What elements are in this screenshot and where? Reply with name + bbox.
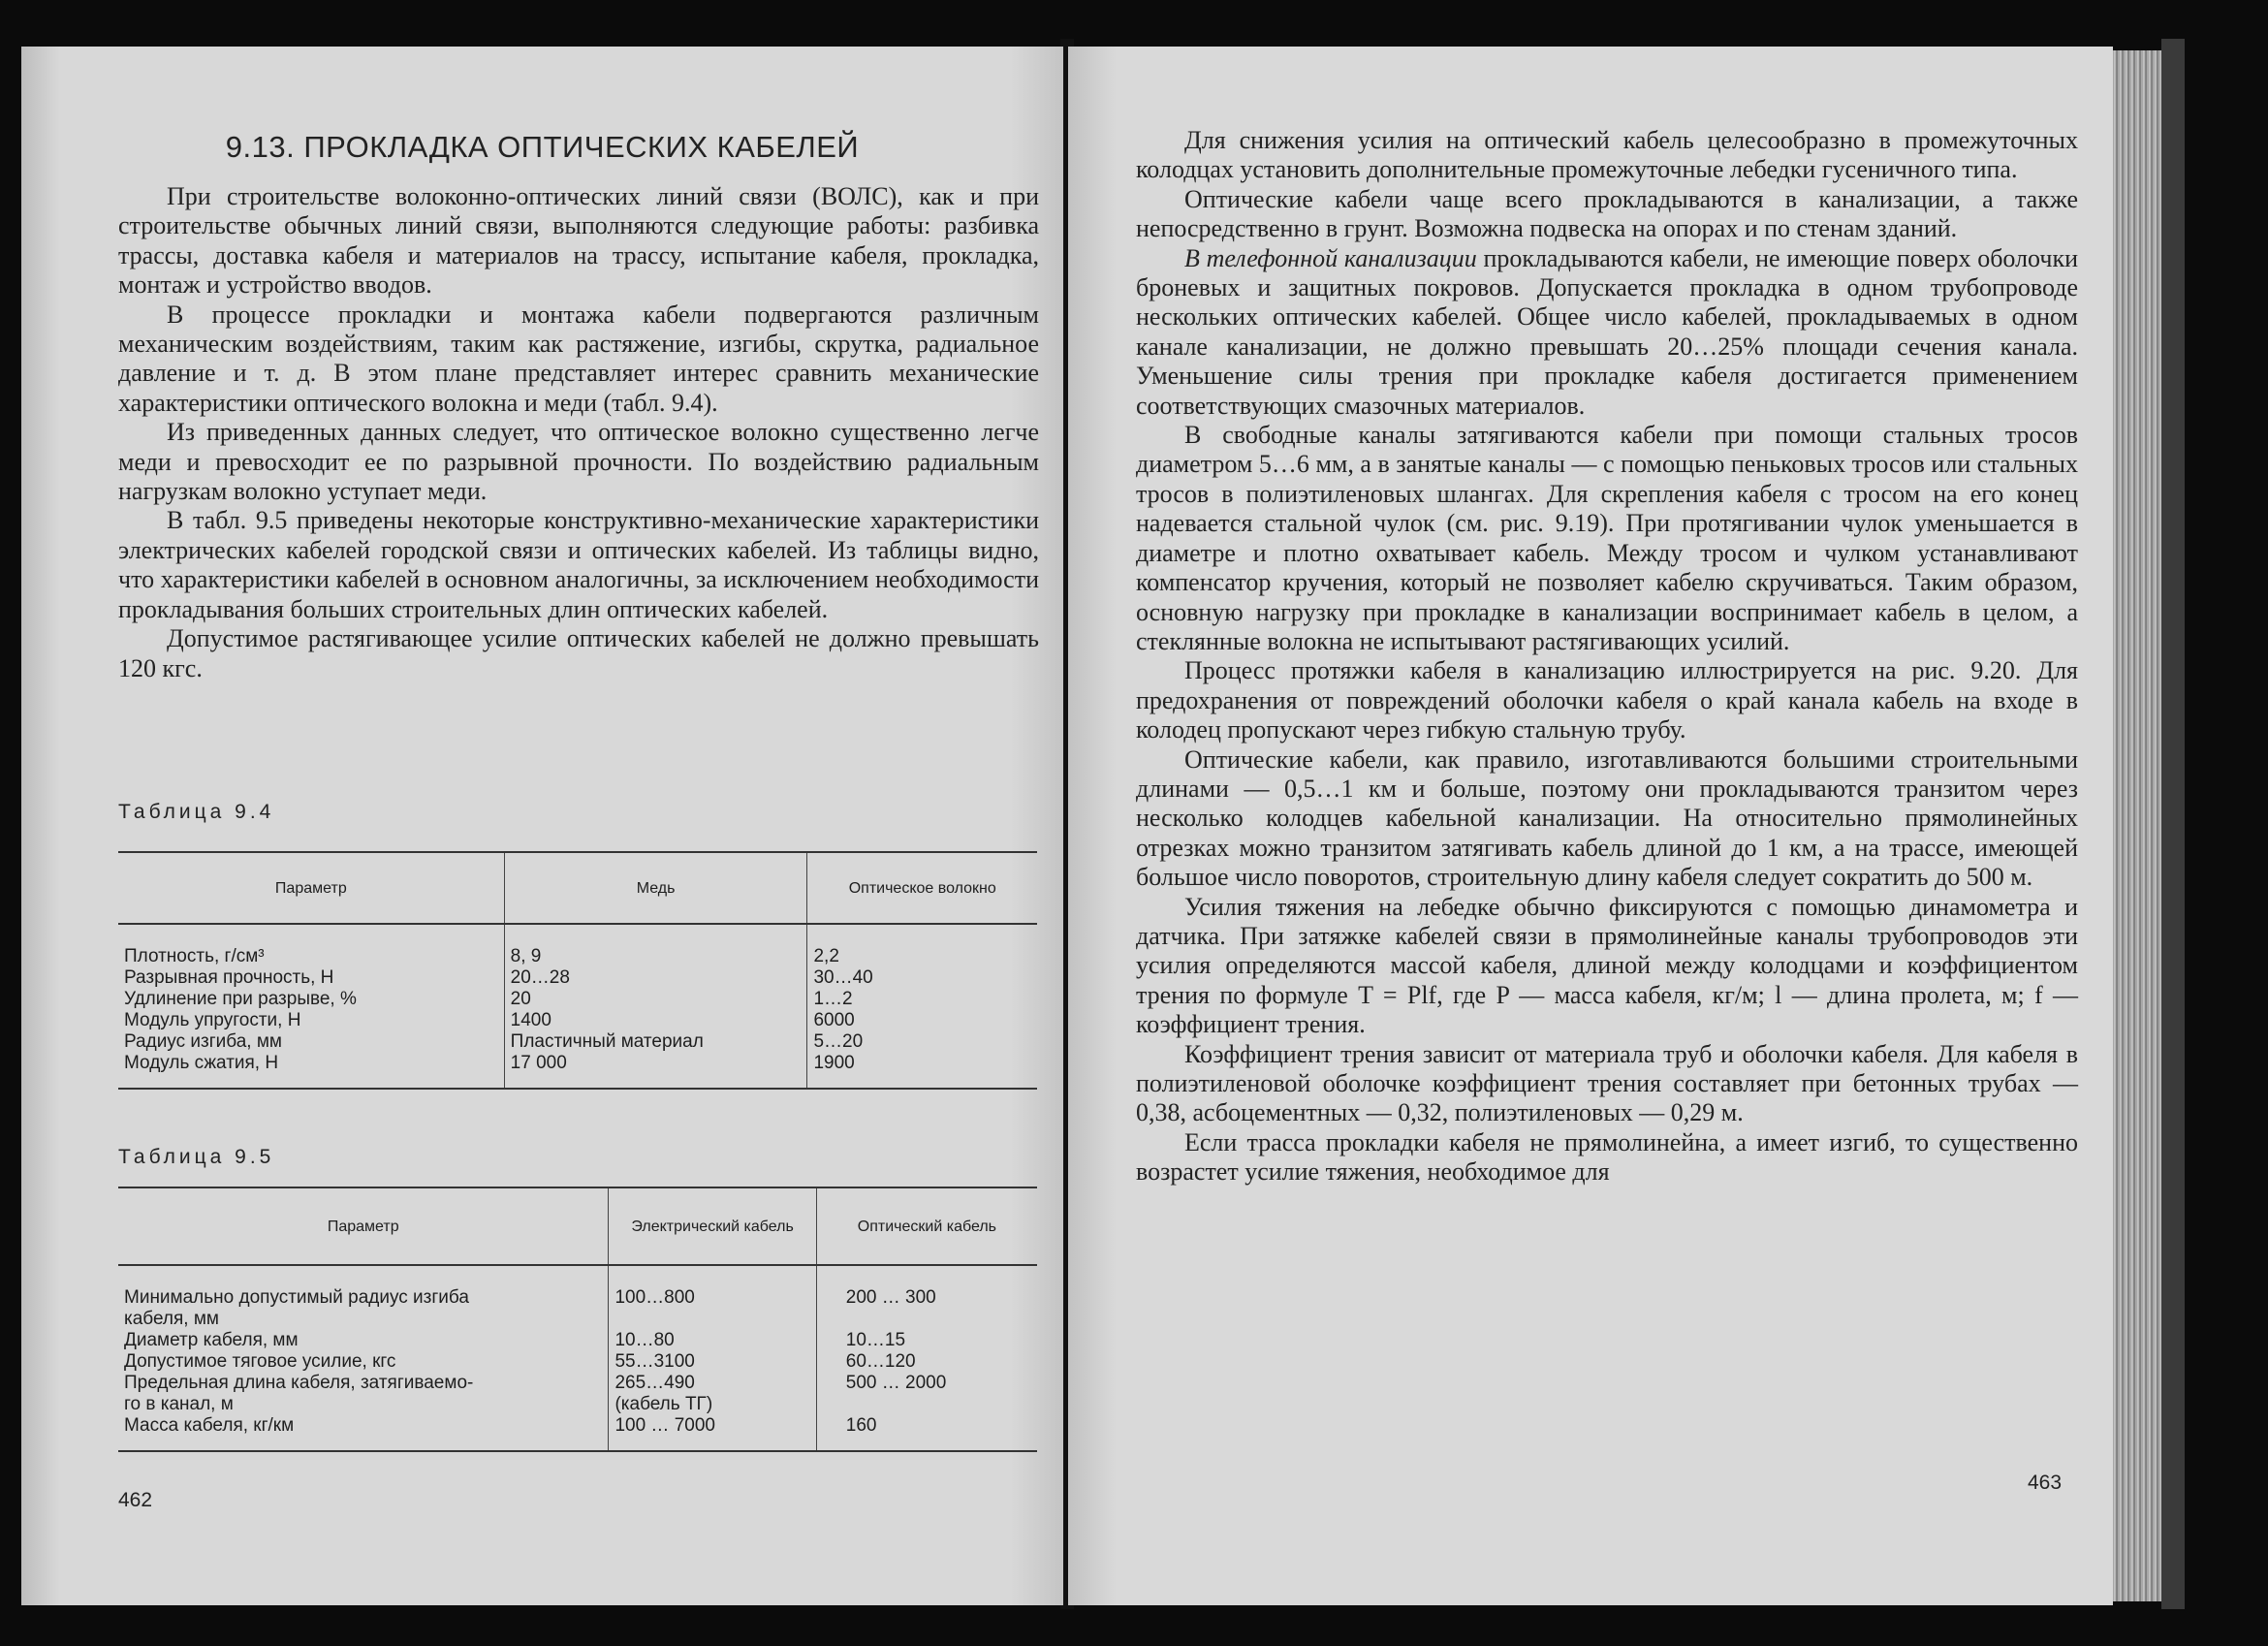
cell-line: кабеля, мм — [124, 1309, 219, 1329]
cell-line: Радиус изгиба, мм — [124, 1031, 282, 1052]
section-heading: 9.13. ПРОКЛАДКА ОПТИЧЕСКИХ КАБЕЛЕЙ — [225, 130, 860, 164]
cell-line: 10…15 — [845, 1330, 906, 1350]
cell-line: 20…28 — [510, 967, 570, 988]
cell-line: 2,2 — [813, 946, 839, 966]
paragraph: Процесс протяжки кабеля в канализацию иллюстрируется на рис. 9.20. Для предохранения от повреждений оболочки кабеля о край канала кабель на входе в колодец пропускают через гибкую стальную трубу. — [1136, 656, 2078, 744]
table-caption: Таблица 9.4 — [118, 801, 275, 823]
cell-line: 8, 9 — [510, 946, 542, 966]
cell-line: Удлинение при разрыве, % — [124, 989, 357, 1009]
paragraph: В табл. 9.5 приведены некоторые конструктивно-механические характеристики электрических кабелей городской связи и оптических кабелей. Из таблицы видно, что характеристики кабелей в основном аналогичны, за исключением необходимости прокладывания больших строительных длин оптических кабелей. — [118, 506, 1039, 623]
paragraph: В свободные каналы затягиваются кабели при помощи стальных тросов диаметром 5…6 мм, а в занятые каналы — с помощью пеньковых тросов или стальных тросов в полиэтиленовых шлангах. Для скрепления кабеля с тросом на его конец надевается стальной чулок (см. рис. 9.19). При протягивании чулок уменьшается в диаметре и плотно охватывает кабель. Между тросом и чулком устанавливают компенсатор кручения, который не позволяет кабелю скручиваться. Таким образом, основную нагрузку при прокладке в канализации воспринимает кабель в целом, а стеклянные волокна не испытывают растягивающих усилий. — [1136, 421, 2078, 655]
paragraph: Допустимое растягивающее усилие оптических кабелей не должно превышать 120 кгс. — [118, 624, 1039, 682]
cell-line: 1400 — [510, 1010, 551, 1030]
table-header: Оптическое волокно — [807, 852, 1037, 924]
cell-line: 200 … 300 — [845, 1287, 936, 1308]
right-page-text — [1136, 126, 2078, 1187]
cell-line: Диаметр кабеля, мм — [124, 1330, 299, 1350]
cell-line: 1900 — [813, 1053, 855, 1073]
table-caption: Таблица 9.5 — [118, 1146, 275, 1168]
cell-line: 5…20 — [813, 1031, 864, 1052]
paragraph-rest: прокладываются кабели, не имеющие поверх оболочки броневых и защитных покровов. Допускается прокладка в одном трубопроводе нескольких оптических кабелей. Общее число кабелей, прокладываемых в одном канале канализации, не должно превышать 20…25% площади сечения канала. Уменьшение силы трения при прокладке кабеля достигается применением соответствующих смазочных материалов. — [1136, 243, 2079, 420]
page-edges — [2113, 50, 2161, 1601]
book-cover-edge — [2161, 39, 2185, 1609]
paragraph: Если трасса прокладки кабеля не прямолинейна, а имеет изгиб, то существенно возрастет усилие тяжения, необходимое для — [1136, 1127, 2078, 1187]
table-cell — [609, 1265, 816, 1451]
paragraph: Для снижения усилия на оптический кабель целесообразно в промежуточных колодцах установить дополнительные промежуточные лебедки гусеничного типа. — [1136, 126, 2078, 184]
table-header: Электрический кабель — [609, 1187, 816, 1265]
cell-line: Разрывная прочность, Н — [124, 967, 334, 988]
table-cell — [118, 924, 504, 1089]
cell-line: 160 — [845, 1415, 877, 1436]
cell-line: Предельная длина кабеля, затягиваемо- — [124, 1373, 474, 1393]
table-9-4 — [118, 851, 1037, 1090]
table-cell — [118, 1265, 609, 1451]
cell-line: Допустимое тяговое усилие, кгс — [124, 1351, 396, 1372]
paragraph: Коэффициент трения зависит от материала труб и оболочки кабеля. Для кабеля в полиэтиленовой оболочке коэффициент трения составляет при бетонных трубах — 0,38, асбоцементных — 0,32, полиэтиленовых — 0,29 м. — [1136, 1039, 2078, 1127]
paragraph: Оптические кабели чаще всего прокладываются в канализации, а также непосредственно в грунт. Возможна подвеска на опорах и по стенам зданий. — [1136, 184, 2078, 243]
cell-line: (кабель ТГ) — [614, 1394, 713, 1414]
table-cell — [504, 924, 807, 1089]
table-header: Параметр — [118, 852, 504, 924]
table-9-5 — [118, 1187, 1037, 1452]
cell-line: Модуль упругости, Н — [124, 1010, 301, 1030]
cell-line: 20 — [510, 989, 531, 1009]
cell-line — [846, 1394, 1031, 1415]
cell-line — [614, 1309, 809, 1330]
cell-line: 55…3100 — [614, 1351, 695, 1372]
italic-phrase: В телефонной канализации — [1184, 243, 1477, 272]
cell-line: Пластичный материал — [510, 1031, 704, 1052]
page-number: 462 — [118, 1489, 153, 1511]
cell-line: 100 … 7000 — [614, 1415, 715, 1436]
paragraph: Оптические кабели, как правило, изготавливаются большими строительными длинами — 0,5…1 км и больше, поэтому они прокладываются транзитом через несколько колодцев кабельной канализации. На относительно прямолинейных отрезках можно транзитом затягивать кабель длиной до 1 км, а на трассе, имеющей большое число поворотов, строительную длину кабеля следует сократить до 500 м. — [1136, 744, 2078, 892]
cell-line: 265…490 — [614, 1373, 695, 1393]
cell-line: Минимально допустимый радиус изгиба — [124, 1287, 469, 1308]
cell-line — [846, 1309, 1031, 1330]
paragraph: При строительстве волоконно-оптических линий связи (ВОЛС), как и при строительстве обычных линий связи, выполняются следующие работы: разбивка трассы, доставка кабеля и материалов на трассу, испытание кабеля, прокладка, монтаж и устройство вводов. — [118, 182, 1039, 300]
cell-line: 30…40 — [813, 967, 873, 988]
cell-line: Плотность, г/см³ — [124, 946, 265, 966]
paragraph: В процессе прокладки и монтажа кабели подвергаются различным механическим воздействиям, таким как растяжение, изгибы, скрутка, радиальное давление и т. д. В этом плане представляет интерес сравнить механические характеристики оптического волокна и меди (табл. 9.4). — [118, 300, 1039, 417]
cell-line: Масса кабеля, кг/км — [124, 1415, 295, 1436]
right-page — [1068, 47, 2113, 1605]
paragraph-italic-start — [1136, 244, 2078, 421]
cell-line: 1…2 — [813, 989, 853, 1009]
table-header: Медь — [504, 852, 807, 924]
cell-line: Модуль сжатия, Н — [124, 1053, 279, 1073]
cell-line: 10…80 — [614, 1330, 675, 1350]
cell-line: 60…120 — [845, 1351, 916, 1372]
page-number: 463 — [2028, 1472, 2063, 1494]
cell-line: 17 000 — [510, 1053, 567, 1073]
cell-line: 6000 — [813, 1010, 855, 1030]
left-page — [21, 47, 1063, 1605]
table-cell — [807, 924, 1037, 1089]
paragraph: Усилия тяжения на лебедке обычно фиксируются с помощью динамометра и датчика. При затяжке кабелей связи в прямолинейные каналы трубопроводов эти усилия определяются массой кабеля, длиной между колодцами и коэффициентом трения по формуле T = Plf, где P — масса кабеля, кг/м; l — длина пролета, м; f — коэффициент трения. — [1136, 892, 2078, 1039]
table-header: Оптический кабель — [816, 1187, 1037, 1265]
paragraph: Из приведенных данных следует, что оптическое волокно существенно легче меди и превосходит ее по разрывной прочности. По воздействию радиальным нагрузкам волокно уступает меди. — [118, 418, 1039, 506]
left-page-text — [118, 182, 1039, 683]
cell-line: 500 … 2000 — [845, 1373, 947, 1393]
table-header: Параметр — [118, 1187, 609, 1265]
table-cell — [816, 1265, 1037, 1451]
cell-line: го в канал, м — [124, 1394, 234, 1414]
cell-line: 100…800 — [614, 1287, 695, 1308]
